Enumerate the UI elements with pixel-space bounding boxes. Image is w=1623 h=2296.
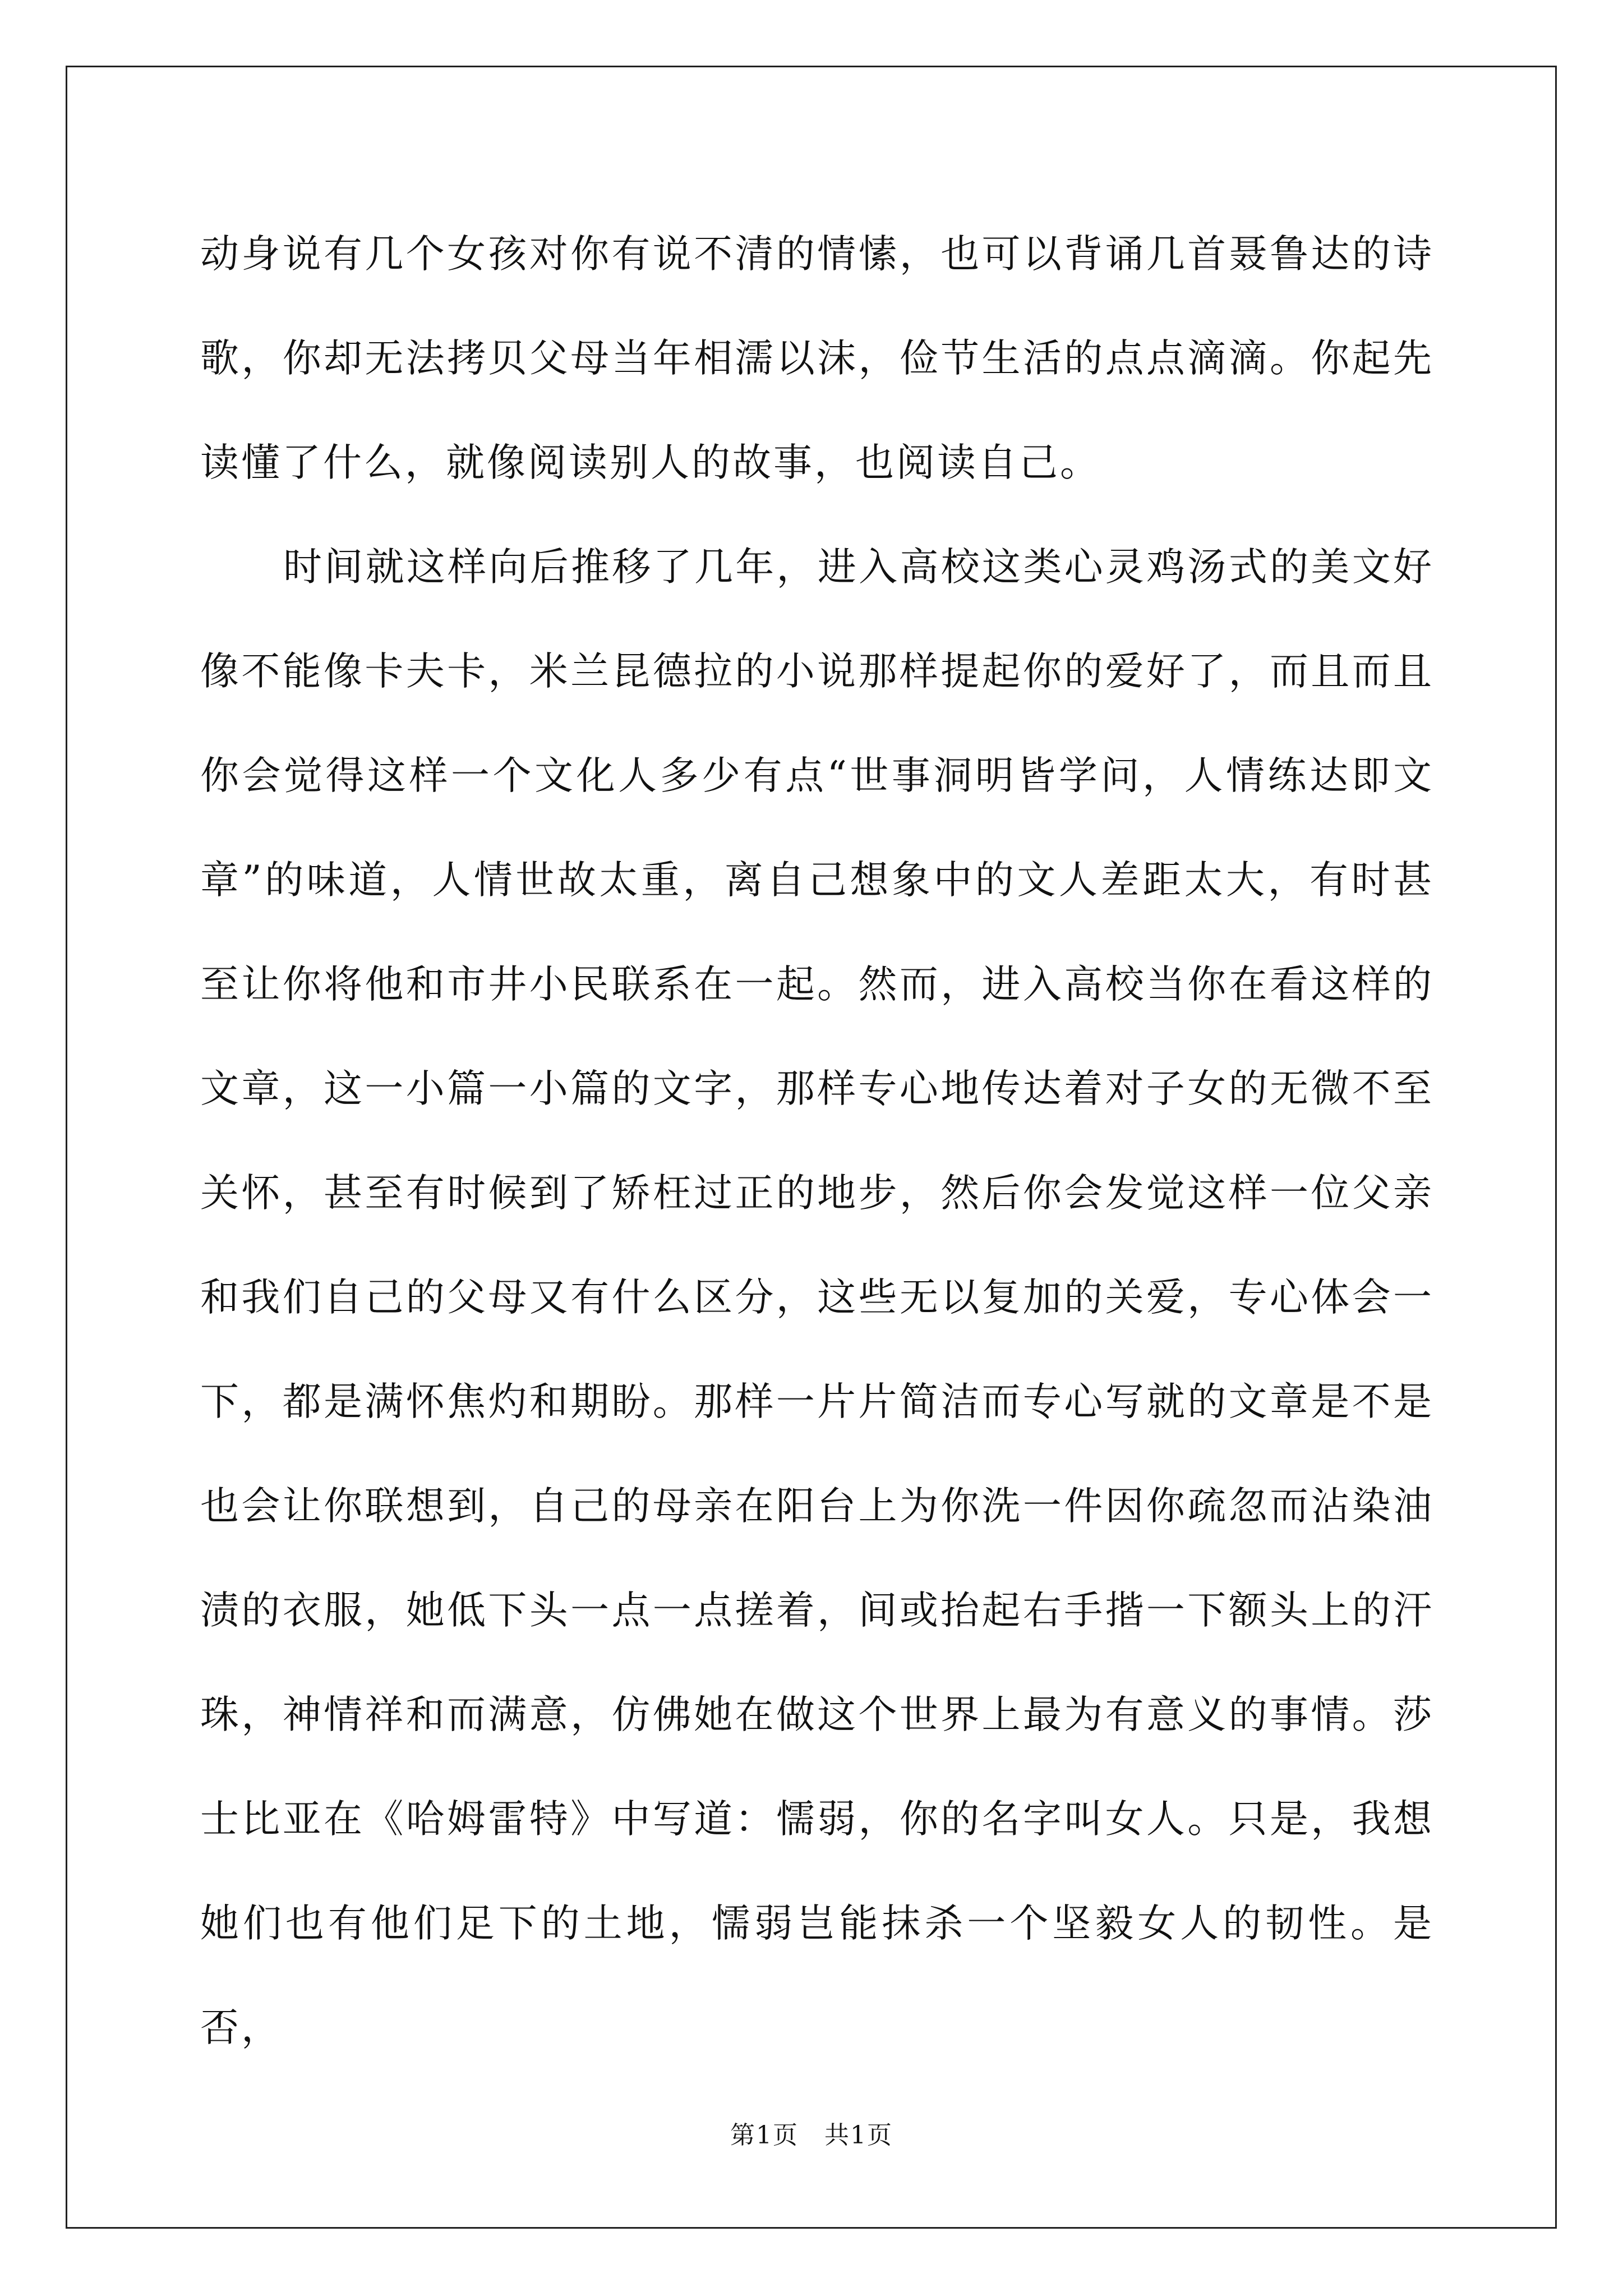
paragraph-2: 时间就这样向后推移了几年，进入高校这类心灵鸡汤式的美文好像不能像卡夫卡，米兰昆德拉的小说那样提起你的爱好了，而且而且你会觉得这样一个文化人多少有点“世事洞明皆学问，人情练达即文章”的味道，人情世故太重，离自己想象中的文人差距太大，有时甚至让你将他和市井小民联系在一起。然而，进入高校当你在看这样的文章，这一小篇一小篇的文字，那样专心地传达着对子女的无微不至关怀，甚至有时候到了矫枉过正的地步，然后你会发觉这样一位父亲和我们自己的父母又有什么区分，这些无以复加的关爱，专心体会一下，都是满怀焦灼和期盼。那样一片片简洁而专心写就的文章是不是也会让你联想到，自己的母亲在阳台上为你洗一件因你疏忽而沾染油渍的衣服，她低下头一点一点搓着，间或抬起右手揩一下额头上的汗珠，神情祥和而满意，仿佛她在做这个世界上最为有意义的事情。莎士比亚在《哈姆雷特》中写道：懦弱，你的名字叫女人。只是，我想她们也有他们足下的土地，懦弱岂能抹杀一个坚毅女人的韧性。是否， xyxy=(200,545,1434,2050)
document-body xyxy=(200,202,1434,2080)
page-number-footer: 第1页 共1页 xyxy=(730,2121,893,2150)
paragraph-1: 动身说有几个女孩对你有说不清的情愫，也可以背诵几首聂鲁达的诗歌，你却无法拷贝父母当年相濡以沫，俭节生活的点点滴滴。你起先读懂了什么，就像阅读别人的故事，也阅读自己。 xyxy=(200,232,1434,485)
